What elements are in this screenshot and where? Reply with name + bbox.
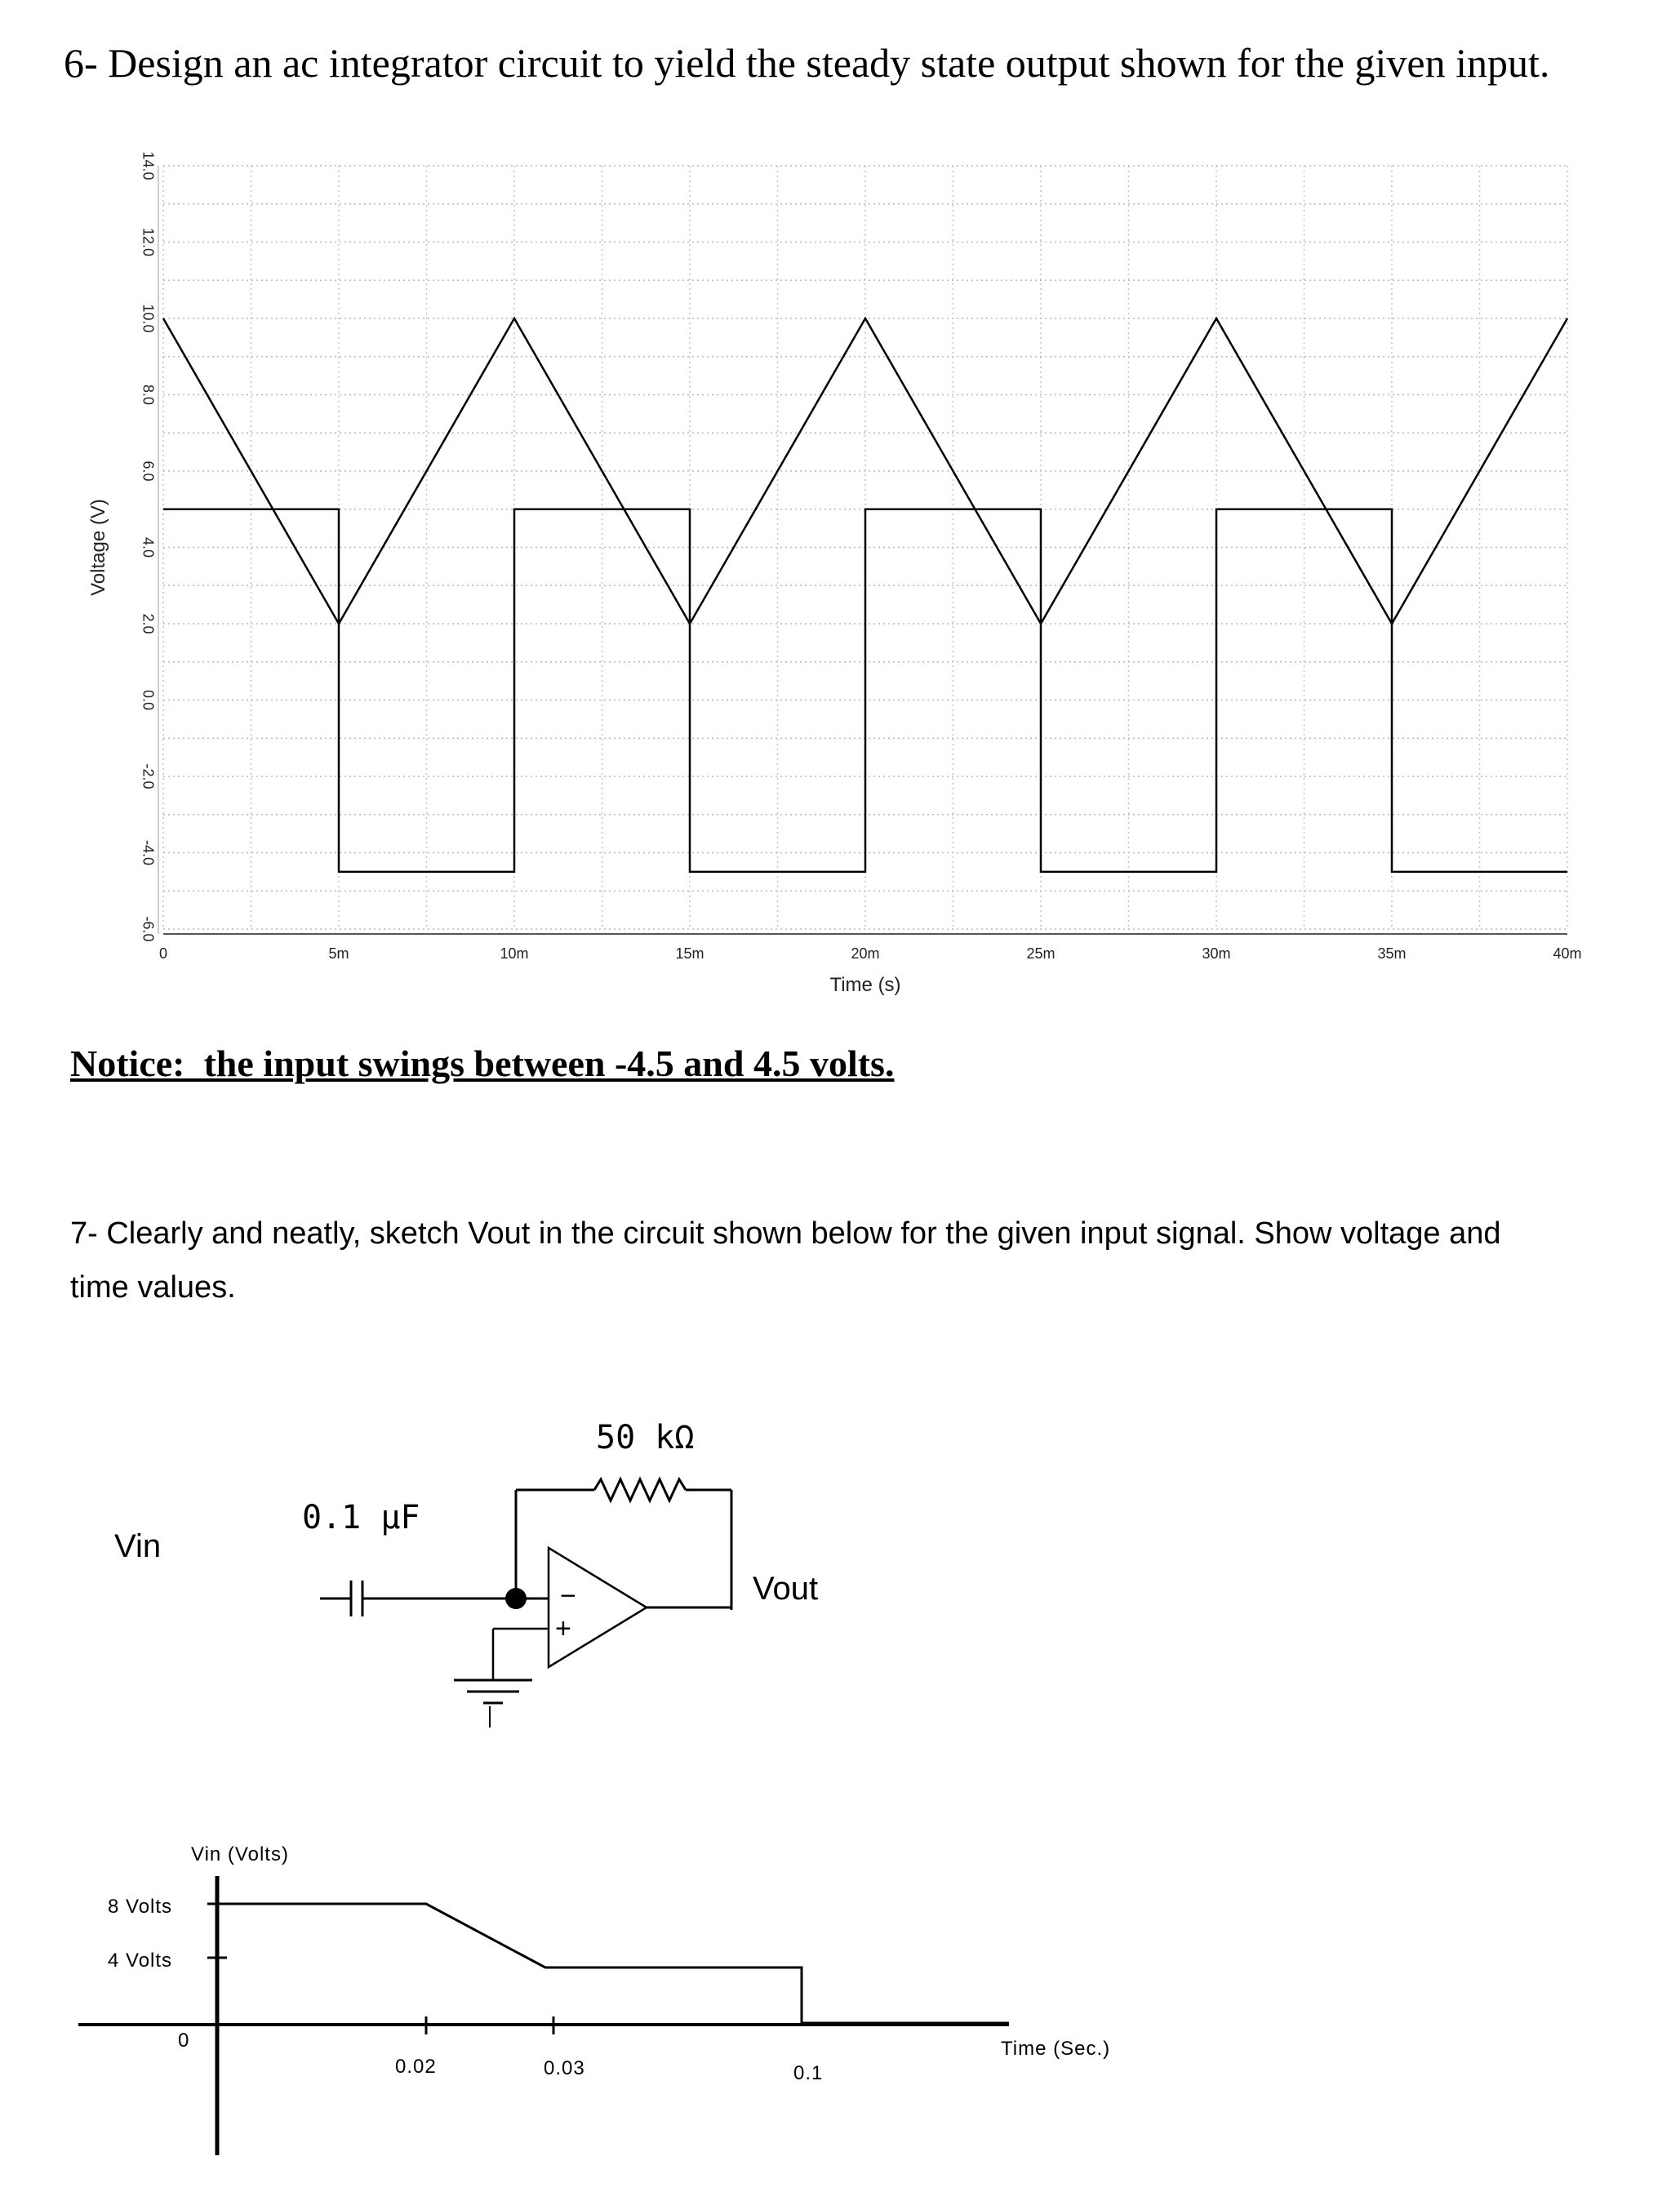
vin-graph-label-4v: 4 Volts [108,1950,173,1972]
y-tick-label: 8.0 [140,384,157,406]
y-tick-label: -6.0 [140,916,157,942]
x-tick-label: 20m [851,945,880,962]
question-6-text: 6- Design an ac integrator circuit to yield the steady state output shown for the given input. [64,40,1550,86]
vin-graph-time-label: Time (Sec.) [1001,2038,1111,2060]
capacitor-label: 0.1 µF [302,1499,420,1536]
vout-label: Vout [753,1571,819,1607]
y-tick-label: 6.0 [140,460,157,482]
waveform-chart [0,147,1680,1012]
resistor-label: 50 kΩ [596,1419,695,1456]
x-tick-label: 40m [1553,945,1582,962]
y-tick-label: -2.0 [140,763,157,789]
y-tick-label: 10.0 [140,304,157,333]
x-tick-label: 30m [1202,945,1231,962]
op-amp-symbol [516,1548,731,1667]
x-tick-label: 25m [1026,945,1056,962]
question-7-text-line2: time values. [70,1270,236,1305]
x-tick-label: 0 [158,945,168,962]
vin-graph-origin: 0 [178,2030,189,2052]
y-axis-label: Voltage (V) [87,499,109,596]
vin-graph-label-8v: 8 Volts [108,1896,173,1918]
ground-connection [454,1629,549,1727]
vin-label: Vin [114,1528,162,1564]
y-tick-label: 4.0 [140,536,157,558]
vin-graph-axis-title: Vin (Volts) [191,1843,289,1865]
notice-text: Notice: the input swings between -4.5 and 4.5 volts. [70,1043,895,1084]
x-tick-label: 5m [328,945,349,962]
vin-graph-signal [217,1904,1009,2023]
y-tick-label: -4.0 [140,839,157,866]
vin-graph [0,1861,1680,2188]
y-tick-label: 2.0 [140,613,157,634]
chart-labels [87,151,1582,996]
y-tick-label: 12.0 [140,227,157,257]
x-axis-label: Time (s) [829,974,901,996]
integrator-circuit [0,1388,1680,1755]
x-tick-label: 10m [500,945,529,962]
y-tick-label: 14.0 [140,151,157,180]
op-amp-plus: + [555,1613,571,1644]
chart-axes [158,166,1567,934]
vin-graph-tick-0.1: 0.1 [793,2062,824,2084]
x-tick-label: 35m [1377,945,1407,962]
capacitor-symbol [320,1581,516,1616]
op-amp-minus: − [560,1581,576,1612]
x-tick-label: 15m [675,945,704,962]
vin-graph-tick-0.02: 0.02 [395,2056,437,2078]
y-tick-label: 0.0 [140,689,157,711]
question-7-text-line1: 7- Clearly and neatly, sketch Vout in the circuit shown below for the given input signal. Show voltage and [70,1216,1501,1251]
vin-graph-tick-0.03: 0.03 [544,2057,585,2079]
